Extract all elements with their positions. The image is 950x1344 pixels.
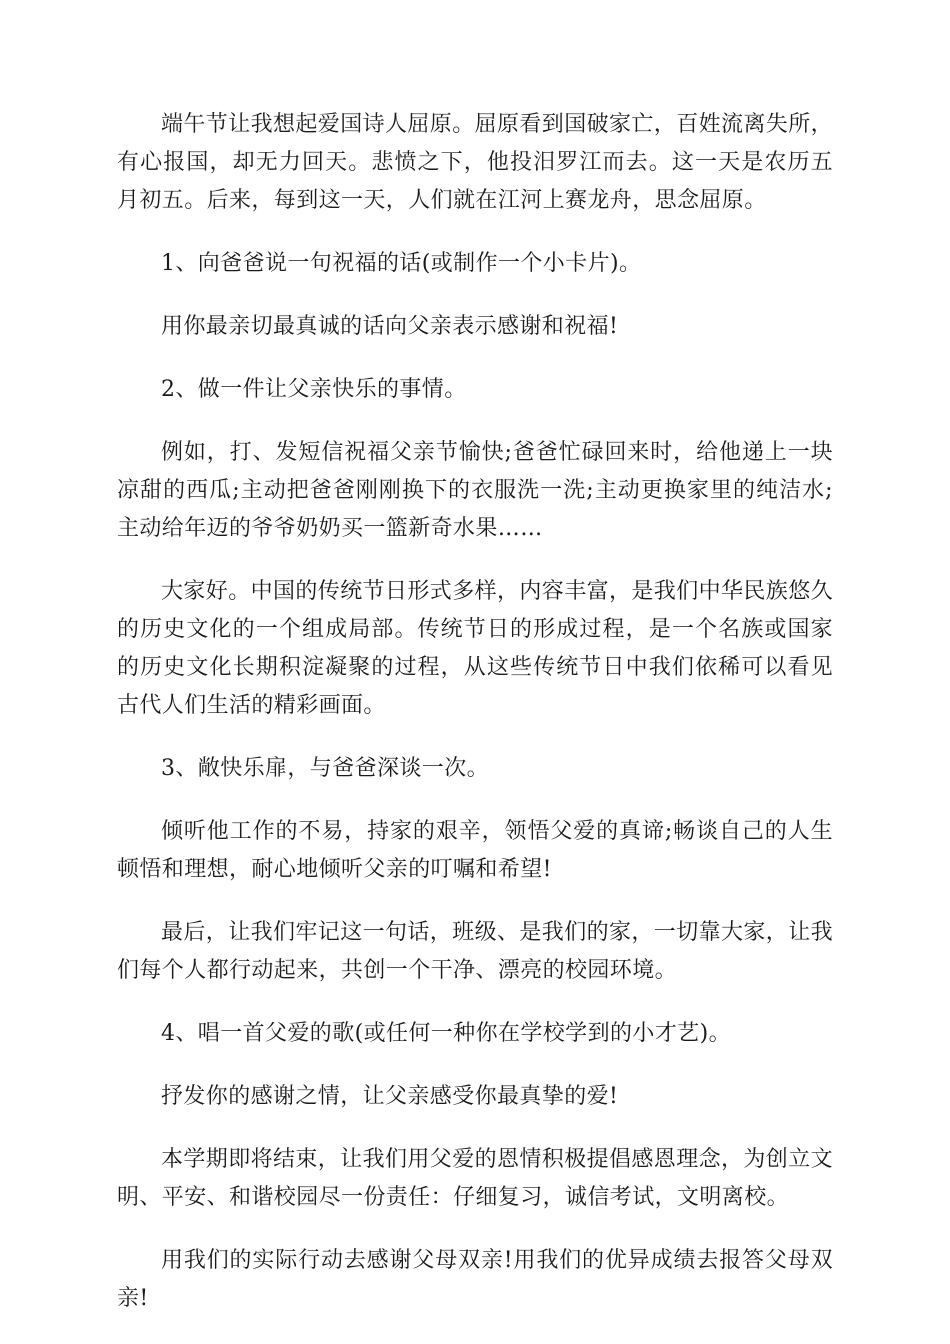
- paragraph-item-2: 2、做一件让父亲快乐的事情。: [161, 377, 467, 402]
- paragraph-closing: 用我们的实际行动去感谢父母双亲!用我们的优异成绩去报答父母双亲!: [117, 1248, 833, 1311]
- paragraph-item-4: 4、唱一首父爱的歌(或任何一种你在学校学到的小才艺)。: [161, 1021, 731, 1046]
- paragraph-listen: 倾听他工作的不易，持家的艰辛，领悟父爱的真谛;畅谈自己的人生顿悟和理想，耐心地倾听父亲的叮嘱和希望!: [117, 819, 833, 882]
- paragraph-express: 抒发你的感谢之情，让父亲感受你最真挚的爱!: [161, 1084, 619, 1109]
- paragraph-example: 例如，打、发短信祝福父亲节愉快;爸爸忙碌回来时，给他递上一块凉甜的西瓜;主动把爸爸刚刚换下的衣服洗一洗;主动更换家里的纯洁水;主动给年迈的爷爷奶奶买一篮新奇水果……: [117, 440, 833, 541]
- paragraph-duanwu: 端午节让我想起爱国诗人屈原。屈原看到国破家亡，百姓流离失所，有心报国，却无力回天。悲愤之下，他投汨罗江而去。这一天是农历五月初五。后来，每到这一天，人们就在江河上赛龙舟，思念屈原。: [117, 112, 834, 213]
- document-body: [117, 106, 833, 1343]
- paragraph-semester: 本学期即将结束，让我们用父爱的恩情积极提倡感恩理念，为创立文明、平安、和谐校园尽一份责任：仔细复习，诚信考试，文明离校。: [117, 1147, 834, 1210]
- paragraph-blessing: 用你最亲切最真诚的话向父亲表示感谢和祝福!: [161, 314, 619, 339]
- paragraph-item-1: 1、向爸爸说一句祝福的话(或制作一个小卡片)。: [161, 251, 642, 276]
- paragraph-greeting: 大家好。中国的传统节日形式多样，内容丰富，是我们中华民族悠久的历史文化的一个组成局部。传统节日的形成过程，是一个名族或国家的历史文化长期积淀凝聚的过程，从这些传统节日中我们依稀可以看见古代人们生活的精彩画面。: [117, 579, 834, 718]
- paragraph-item-3: 3、敞快乐扉，与爸爸深谈一次。: [161, 756, 489, 781]
- paragraph-finally: 最后，让我们牢记这一句话，班级、是我们的家，一切靠大家，让我们每个人都行动起来，共创一个干净、漂亮的校园环境。: [117, 920, 834, 983]
